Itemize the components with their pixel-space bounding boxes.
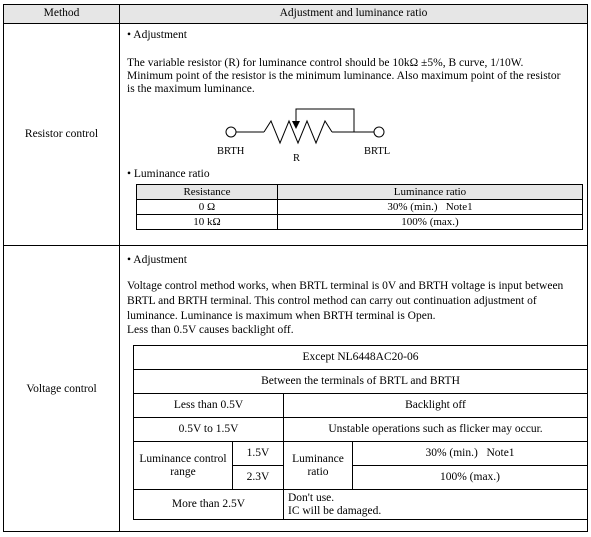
table-cell: 10 kΩ <box>137 215 278 230</box>
paragraph-line: Less than 0.5V causes backlight off. <box>127 324 294 336</box>
adjustment-heading: • Adjustment <box>127 254 187 267</box>
column-header: Luminance ratio <box>278 185 583 200</box>
luminance-ratio-heading: • Luminance ratio <box>127 168 210 181</box>
table-cell: 0.5V to 1.5V <box>134 418 284 442</box>
voltage-table <box>133 345 588 520</box>
paragraph-line: The variable resistor (R) for luminance control should be 10kΩ ±5%, B curve, 1/10W. <box>127 57 524 69</box>
paragraph-line: Voltage control method works, when BRTL terminal is 0V and BRTH voltage is input between <box>127 280 564 292</box>
table-cell <box>284 490 588 520</box>
adjustment-heading: • Adjustment <box>127 29 187 42</box>
resistance-table <box>136 184 583 230</box>
paragraph-line: is the maximum luminance. <box>127 83 255 95</box>
brth-terminal <box>226 127 236 137</box>
column-header: Resistance <box>137 185 278 200</box>
resistor-diagram <box>214 99 404 161</box>
method-voltage-control: Voltage control <box>26 383 97 395</box>
table-cell: 100% (max.) <box>353 466 588 490</box>
diagram-brth-label: BRTH <box>217 146 245 157</box>
header-row <box>4 5 587 24</box>
spec-table <box>3 4 588 532</box>
diagram-r-label: R <box>293 153 301 161</box>
luminance-ratio-label: Luminance ratio <box>284 442 353 490</box>
table-cell: 100% (max.) <box>278 215 583 230</box>
table-cell: More than 2.5V <box>134 490 284 520</box>
column-divider <box>119 23 120 531</box>
wiper-arrow <box>292 121 300 129</box>
warning-line: IC will be damaged. <box>288 504 382 517</box>
header-method: Method <box>43 7 80 19</box>
table-cell: 0 Ω <box>137 200 278 215</box>
table-cell: 1.5V <box>232 442 283 466</box>
table-cell: 2.3V <box>232 466 283 490</box>
table-cell: 30% (min.) Note1 <box>353 442 588 466</box>
table-cell: Less than 0.5V <box>134 394 284 418</box>
paragraph-line: Minimum point of the resistor is the minimum luminance. Also maximum point of the resistor <box>127 70 561 82</box>
header-adjustment: Adjustment and luminance ratio <box>279 7 428 19</box>
luminance-range-label: Luminance control range <box>134 442 233 490</box>
warning-line: Don't use. <box>288 491 335 504</box>
brtl-terminal <box>374 127 384 137</box>
paragraph-line: luminance. Luminance is maximum when BRTH terminal is Open. <box>127 310 436 322</box>
paragraph-line: BRTL and BRTH terminal. This control method can carry out continuation adjustment of <box>127 295 537 307</box>
table-title: Except NL6448AC20-06 <box>134 346 588 370</box>
table-cell: Backlight off <box>284 394 588 418</box>
diagram-brtl-label: BRTL <box>364 146 391 157</box>
table-subtitle: Between the terminals of BRTL and BRTH <box>134 370 588 394</box>
table-cell: Unstable operations such as flicker may occur. <box>284 418 588 442</box>
method-resistor-control: Resistor control <box>24 128 99 140</box>
row-divider <box>4 245 587 246</box>
table-cell: 30% (min.) Note1 <box>278 200 583 215</box>
